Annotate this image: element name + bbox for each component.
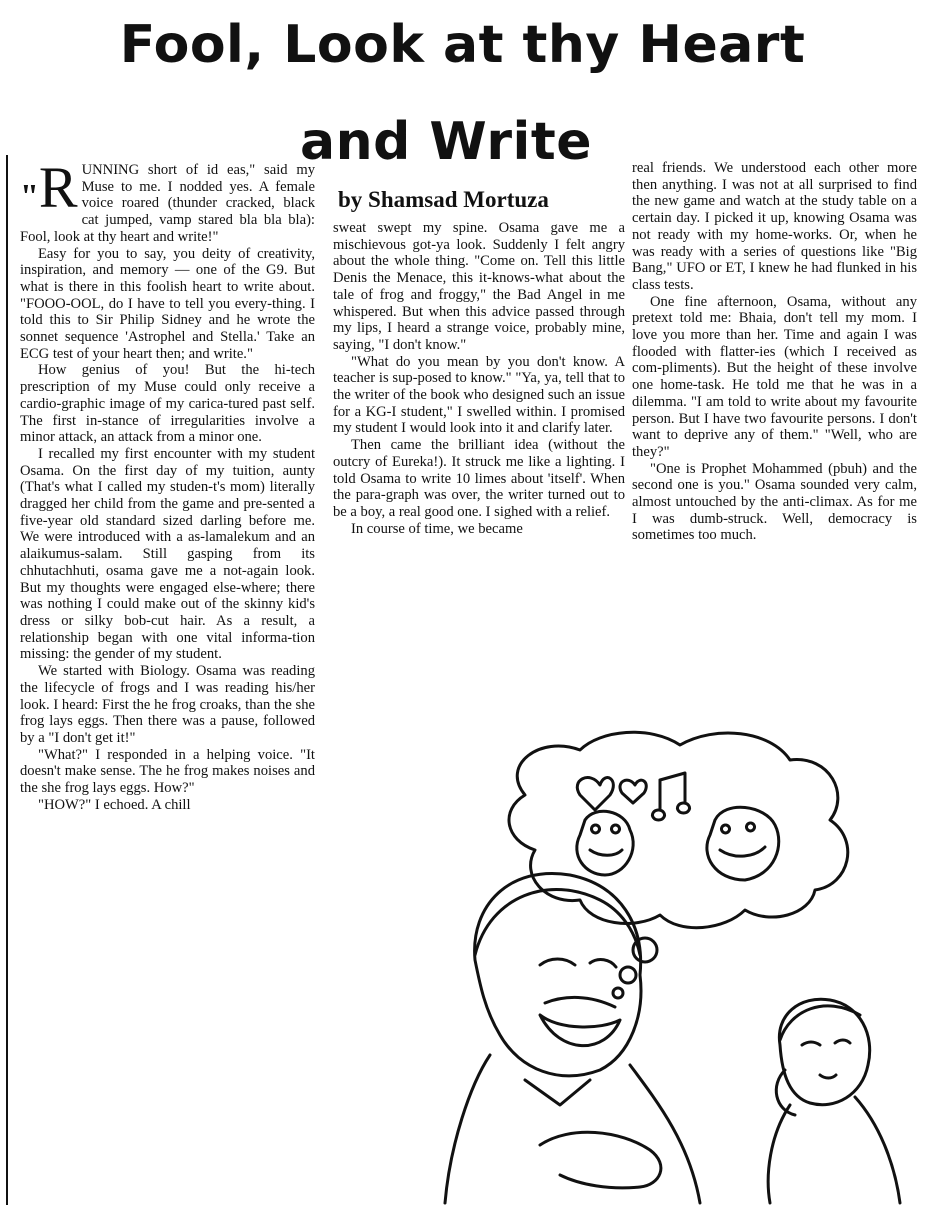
paragraph: "What?" I responded in a helping voice. "It doesn't make sense. The he frog makes noises and the she frog lays eggs. How?" bbox=[20, 746, 315, 797]
headline-line-2: and Write bbox=[300, 112, 592, 172]
child-mouth bbox=[820, 1075, 836, 1078]
column-rule bbox=[6, 155, 8, 1205]
article-column-3 bbox=[632, 160, 917, 544]
child-eye bbox=[802, 1042, 820, 1045]
man-eye bbox=[590, 960, 616, 967]
article-column-1 bbox=[20, 155, 315, 813]
man-mustache bbox=[545, 997, 615, 1007]
heart-icon bbox=[577, 778, 613, 810]
man-head bbox=[475, 873, 641, 1075]
frog-icon bbox=[577, 811, 633, 875]
man-mouth bbox=[540, 1015, 620, 1046]
paragraph: I recalled my first encounter with my student Osama. On the first day of my tuition, aunty (That's what I called my studen-t's mom) literally dragged her child from the game and pre-sented a five-year old standard sized darling before me. We were introduced with a as-lamalekum and an alaikumus-salam. Still gasping from its chhutachhuti, osama gave me a not-again look. But my thoughts were engaged else-where; there was nothing I could make out of the skinny kid's dress or silky bob-cut hair. As a result, a relationship began with one vital informa-tion missing: the gender of my student. bbox=[20, 445, 315, 663]
paragraph: One fine afternoon, Osama, without any pretext told me: Bhaia, don't tell my mom. I love you more than her. Time and again I was flooded with flatter-ies (which I received as com-pliments). But the height of these involve one home-task. He told me that he was in a dilemma. "I am told to write about my favourite person. But I have two favourite persons. I don't want to deprive any of them." "Well, who are they?" bbox=[632, 293, 917, 460]
paragraph: How genius of you! But the hi-tech prescription of my Muse could only receive a cardio-graphic image of my carica-tured past self. The first in-stance of irregularities involve a minor attack, an attack from a minor one. bbox=[20, 362, 315, 446]
paragraph: sweat swept my spine. Osama gave me a mischievous got-ya look. Suddenly I felt angry about the whole thing. "Come on. Tell this little Denis the Menace, this it-knows-what about the tale of frog and froggy," the Bad Angel in me whispered. But when this advice passed through my lips, I heard a strange voice, probably mine, saying, "I don't know." bbox=[333, 220, 625, 353]
paragraph: In course of time, we became bbox=[351, 520, 523, 537]
paragraph: "R UNNING short of id eas," said my Muse to me. I nodded yes. A female voice roared (thunder cracked, black cat jumped, vamp stared bla bla bla): Fool, look at thy heart and write!" bbox=[20, 155, 315, 245]
paragraph: "HOW?" I echoed. A chill bbox=[38, 796, 191, 813]
article-column-2 bbox=[333, 220, 625, 537]
paragraph: We started with Biology. Osama was reading the lifecycle of frogs and I was reading his/her look. I heard: First the he frog croaks, than the she frog lays eggs. Then there was a pause, followed by a "I don't get it!" bbox=[20, 663, 315, 746]
child-head bbox=[779, 999, 869, 1104]
paragraph: "What do you mean by you don't know. A teacher is sup-posed to know." "Ya, ya, tell that to the writer of the book who designed such an issue for a KG-I student," I swelled within. I promised my student I would look into it and clarify later. bbox=[333, 353, 625, 437]
paragraph: "One is Prophet Mohammed (pbuh) and the second one is you." Osama sounded very calm, almost untouched by the anti-climax. As for me I was dumb-struck. Well, democracy is sometimes too much. bbox=[632, 460, 917, 544]
drop-cap: "R bbox=[20, 155, 78, 220]
cartoon-illustration bbox=[430, 725, 910, 1205]
thought-bubble bbox=[620, 967, 636, 983]
paragraph: real friends. We understood each other more then anything. I was not at all surprised to find the new game and watch at the study table on a certain day. I picked it up, knowing Osama was not ready with my home-works. Or, when he was ready with a series of questions like "Big Bang," UFO or ET, I knew he had flunked in his class tests. bbox=[632, 160, 917, 293]
music-note-icon bbox=[653, 773, 690, 820]
child-eye bbox=[835, 1040, 850, 1043]
frog-icon bbox=[707, 807, 779, 880]
man-hand bbox=[540, 1132, 661, 1188]
byline: by Shamsad Mortuza bbox=[338, 187, 549, 212]
man-eye bbox=[540, 959, 575, 965]
heart-icon bbox=[620, 780, 646, 803]
paragraph: Easy for you to say, you deity of creativity, inspiration, and memory — one of the G9. But what is there in this foolish heart to write about. "FOOO-OOL, do I have to tell you every-thing. I told this to Sir Philip Sidney and he wrote the sonnet sequence 'Astrophel and Stella.' Take an ECG test of your heart then; and write." bbox=[20, 245, 315, 362]
man-collar bbox=[525, 1080, 590, 1105]
thought-cloud bbox=[509, 732, 848, 927]
headline-line-1: Fool, Look at thy Heart bbox=[119, 15, 806, 75]
paragraph: Then came the brilliant idea (without the outcry of Eureka!). It struck me like a lighting. I told Osama to write 10 limes about 'itself'. When the para-graph was over, the writer turned out to be a boy, a real good one. I sighed with a relief. bbox=[333, 437, 625, 520]
thought-bubble bbox=[613, 988, 623, 998]
